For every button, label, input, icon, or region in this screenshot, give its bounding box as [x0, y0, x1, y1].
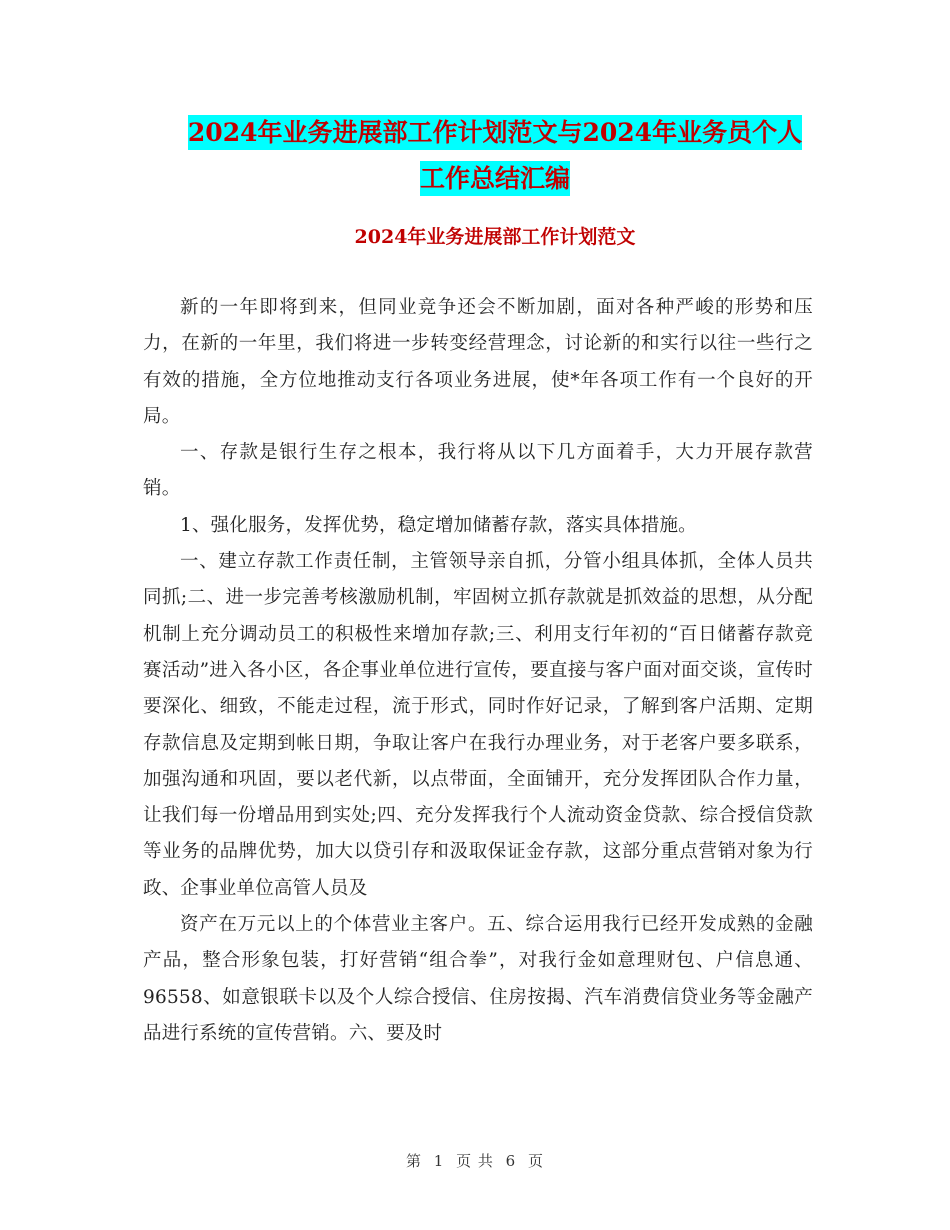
footer-middle: 页 共: [456, 1152, 494, 1170]
footer-total-pages: 6: [505, 1152, 517, 1170]
section-title: 2024年业务进展部工作计划范文: [354, 226, 636, 248]
footer-suffix: 页: [528, 1152, 545, 1170]
document-title-line-2: 工作总结汇编: [420, 161, 570, 196]
paragraph: 资产在万元以上的个体营业主客户。五、综合运用我行已经开发成熟的金融产品，整合形象包装，打好营销“组合拳”，对我行金如意理财包、户信息通、96558、如意银联卡以及个人综合授信、住房按揭、汽车消费信贷业务等金融产品进行系统的宣传营销。六、要及时: [143, 914, 813, 1044]
document-title: [140, 110, 850, 202]
paragraph: 一、存款是银行生存之根本，我行将从以下几方面着手，大力开展存款营销。: [143, 442, 813, 500]
paragraph: 新的一年即将到来，但同业竞争还会不断加剧，面对各种严峻的形势和压力，在新的一年里，我们将进一步转变经营理念，讨论新的和实行以往一些行之有效的措施，全方位地推动支行各项业务进展，使*年各项工作有一个良好的开局。: [143, 297, 813, 427]
page-footer: [0, 1150, 950, 1171]
footer-page-number: 1: [433, 1152, 445, 1170]
footer-prefix: 第: [405, 1152, 422, 1170]
paragraph: 一、建立存款工作责任制，主管领导亲自抓，分管小组具体抓，全体人员共同抓;二、进一步完善考核激励机制，牢固树立抓存款就是抓效益的思想，从分配机制上充分调动员工的积极性来增加存款;三、利用支行年初的“百日储蓄存款竞赛活动”进入各小区，各企事业单位进行宣传，要直接与客户面对面交谈，宣传时要深化、细致，不能走过程，流于形式，同时作好记录，了解到客户活期、定期存款信息及定期到帐日期，争取让客户在我行办理业务，对于老客户要多联系，加强沟通和巩固，要以老代新，以点带面，全面铺开，充分发挥团队合作力量，让我们每一份增品用到实处;四、充分发挥我行个人流动资金贷款、综合授信贷款等业务的品牌优势，加大以贷引存和汲取保证金存款，这部分重点营销对象为行政、企事业单位高管人员及: [143, 551, 813, 899]
document-title-line-1: 2024年业务进展部工作计划范文与2024年业务员个人: [188, 115, 802, 150]
document-body: [143, 290, 813, 1052]
paragraph: 1、强化服务，发挥优势，稳定增加储蓄存款，落实具体措施。: [180, 514, 697, 536]
